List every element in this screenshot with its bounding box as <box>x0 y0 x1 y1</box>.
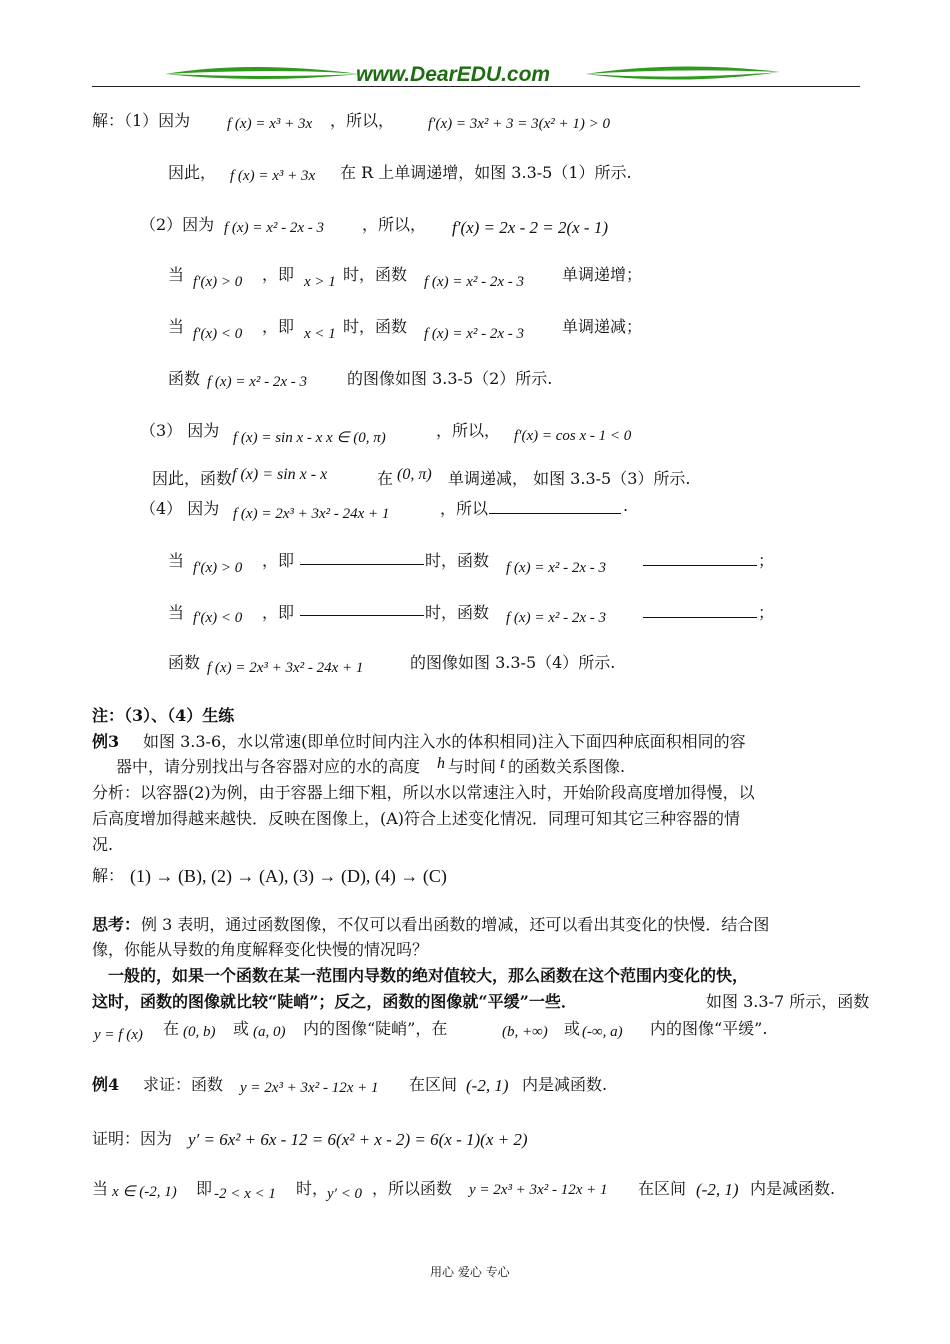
sol-l10b: ，即 <box>262 551 295 570</box>
ex3-line2a: 器中，请分别找出与各容器对应的水的高度 <box>116 757 421 776</box>
sol-l5e: 时，函数 <box>343 317 408 336</box>
ex4-interval: (-2, 1) <box>466 1076 509 1095</box>
ex3-line2c: 的函数关系图像. <box>508 757 626 776</box>
sol-l4e: 时，函数 <box>343 265 408 284</box>
sol-l8-formula: f (x) = sin x - x <box>232 466 328 483</box>
sol-l9e: . <box>623 496 629 515</box>
general-l3e: 内的图像“平缓”. <box>650 1019 768 1038</box>
sol3-matching: (1) → (B), (2) → (A), (3) → (D), (4) → (C) <box>130 866 447 886</box>
sol-l5-x: x < 1 <box>304 326 336 342</box>
sol-l5a: 当 <box>168 317 185 336</box>
general-interval-3: (b, +∞) <box>502 1024 548 1040</box>
proof-a: 证明：因为 <box>92 1129 173 1148</box>
sol-l10e: 时，函数 <box>425 551 490 570</box>
sol-l4a: 当 <box>168 265 185 284</box>
sol-l10a: 当 <box>168 551 185 570</box>
general-line2-rest: 如图 3.3-7 所示，函数 <box>706 992 870 1011</box>
sol-l7-formula: f (x) = sin x - x x ∈ (0, π) <box>233 430 386 446</box>
sol-l3a: （2）因为 <box>140 215 215 234</box>
sol-l9b: ，所以 <box>440 499 489 518</box>
ex3-label: 例3 <box>92 732 120 751</box>
analysis-line2: 后高度增加得越来越快．反映在图像上，(A)符合上述变化情况．同理可知其它三种容器的情 <box>92 809 741 828</box>
header-site-name: www.DearEDU.com <box>356 63 551 86</box>
general-l3a: 在 <box>163 1019 180 1038</box>
ex4-function: y = 2x³ + 3x² - 12x + 1 <box>240 1080 379 1096</box>
sol-l2-formula: f (x) = x³ + 3x <box>230 168 316 184</box>
sol-l7-derivative: f′(x) = cos x - 1 < 0 <box>514 428 632 444</box>
sol-l6b: 的图像如图 3.3-5（2）所示. <box>347 369 553 388</box>
general-interval-2: (a, 0) <box>253 1024 286 1040</box>
proof-x-range: -2 < x < 1 <box>214 1186 276 1202</box>
think-line2: 像，你能从导数的角度解释变化快慢的情况吗？ <box>92 940 429 959</box>
page-footer: 用心 爱心 专心 <box>430 1265 510 1279</box>
general-interval-1: (0, b) <box>183 1024 216 1040</box>
sol-l5-formula: f (x) = x² - 2x - 3 <box>424 326 524 342</box>
sol-l11e: 时，函数 <box>425 603 490 622</box>
sol-l8-interval: (0, π) <box>397 466 432 483</box>
think-line1: 例 3 表明，通过函数图像，不仅可以看出函数的增减，还可以看出其变化的快慢．结合图 <box>141 915 770 934</box>
general-line1: 一般的，如果一个函数在某一范围内导数的绝对值较大，那么函数在这个范围内变化的快， <box>108 966 749 985</box>
proof-interval: (-2, 1) <box>696 1180 739 1199</box>
analysis-line3: 况. <box>92 835 114 854</box>
sol-l1-derivative: f′(x) = 3x² + 3 = 3(x² + 1) > 0 <box>428 116 611 132</box>
sol-l12b: 的图像如图 3.3-5（4）所示. <box>410 653 616 672</box>
general-l3b: 或 <box>233 1019 250 1038</box>
general-interval-4: (-∞, a) <box>582 1024 623 1040</box>
sol-l6-formula: f (x) = x² - 2x - 3 <box>207 374 307 390</box>
ex4-label: 例4 <box>92 1075 120 1094</box>
general-func: y = f (x) <box>94 1027 143 1043</box>
ex4-b: 在区间 <box>409 1075 458 1094</box>
proof-b5: 在区间 <box>638 1179 687 1198</box>
sol-l11g: ； <box>758 603 775 622</box>
sol-l3-derivative: f′(x) = 2x - 2 = 2(x - 1) <box>452 218 608 237</box>
answer-blank-decrease-conclusion <box>643 603 757 618</box>
sol3-label: 解： <box>92 866 125 885</box>
proof-b3: 时， <box>296 1179 329 1198</box>
think-label: 思考： <box>92 915 141 934</box>
sol-l5-cond: f′(x) < 0 <box>193 326 243 342</box>
sol-l6a: 函数 <box>168 369 201 388</box>
answer-blank-derivative <box>489 499 621 514</box>
sol-l12a: 函数 <box>168 653 201 672</box>
sol-l1a: 解：（1）因为 <box>92 111 191 130</box>
sol-l1-formula: f (x) = x³ + 3x <box>227 116 313 132</box>
sol-l3-formula: f (x) = x² - 2x - 3 <box>224 220 324 236</box>
sol-l2b: 在 R 上单调递增，如图 3.3-5（1）所示. <box>340 163 632 182</box>
answer-blank-decrease-range <box>300 601 424 616</box>
ex3-var-t: t <box>500 755 505 772</box>
general-l3c: 内的图像“陡峭”，在 <box>303 1019 448 1038</box>
sol-l8a: 因此，函数 <box>152 469 233 488</box>
sol-l11a: 当 <box>168 603 185 622</box>
sol-l10-formula: f (x) = x² - 2x - 3 <box>506 560 606 576</box>
proof-derivative: y′ = 6x² + 6x - 12 = 6(x² + x - 2) = 6(x - 1)(x + 2) <box>188 1130 528 1149</box>
sol-l2a: 因此， <box>168 163 217 182</box>
general-line2-bold: 这时，函数的图像就比较“陡峭”；反之，函数的图像就“平缓”一些． <box>92 992 577 1011</box>
sol-l4g: 单调递增； <box>562 265 643 284</box>
ex3-var-h: h <box>437 755 445 772</box>
ex4-c: 内是减函数. <box>522 1075 608 1094</box>
sol-l4-cond: f′(x) > 0 <box>193 274 243 290</box>
sol-l7b: ，所以， <box>436 421 501 440</box>
sol-l4-formula: f (x) = x² - 2x - 3 <box>424 274 524 290</box>
proof-b1: 当 <box>92 1179 109 1198</box>
sol-l10g: ； <box>758 551 775 570</box>
proof-b4: ，所以函数 <box>372 1179 453 1198</box>
analysis-line1: 分析：以容器(2)为例，由于容器上细下粗，所以水以常速注入时，开始阶段高度增加得慢，以 <box>92 783 755 802</box>
ex4-a: 求证：函数 <box>143 1075 224 1094</box>
proof-b6: 内是减函数. <box>750 1179 836 1198</box>
sol-l3b: ，所以， <box>362 215 427 234</box>
sol-l8c: 单调递减， 如图 3.3-5（3）所示. <box>448 469 691 488</box>
proof-x-in: x ∈ (-2, 1) <box>112 1184 177 1200</box>
ex3-line1: 如图 3.3-6，水以常速(即单位时间内注入水的体积相同)注入下面四种底面积相同的容 <box>143 732 746 751</box>
sol-l5g: 单调递减； <box>562 317 643 336</box>
sol-l8b: 在 <box>377 469 394 488</box>
note-student-practice: 注：（3）、（4）生练 <box>92 706 235 725</box>
sol-l11-formula: f (x) = x² - 2x - 3 <box>506 610 606 626</box>
header-divider <box>92 86 860 87</box>
sol-l9a: （4） 因为 <box>140 499 220 518</box>
sol-l7a: （3） 因为 <box>140 421 220 440</box>
proof-function: y = 2x³ + 3x² - 12x + 1 <box>469 1182 608 1198</box>
general-l3d: 或 <box>564 1019 581 1038</box>
proof-y-neg: y′ < 0 <box>327 1186 363 1202</box>
sol-l10-cond: f′(x) > 0 <box>193 560 243 576</box>
sol-l11b: ，即 <box>262 603 295 622</box>
sol-l12-formula: f (x) = 2x³ + 3x² - 24x + 1 <box>207 660 364 676</box>
ex3-line2b: 与时间 <box>448 757 497 776</box>
answer-blank-increase-conclusion <box>643 551 757 566</box>
sol-l1b: ，所以， <box>330 111 395 130</box>
sol-l4-x: x > 1 <box>304 274 336 290</box>
proof-b2: 即 <box>196 1179 213 1198</box>
sol-l11-cond: f′(x) < 0 <box>193 610 243 626</box>
sol-l9-formula: f (x) = 2x³ + 3x² - 24x + 1 <box>233 506 390 522</box>
sol-l4b: ，即 <box>262 265 295 284</box>
answer-blank-increase-range <box>300 550 424 565</box>
sol-l5b: ，即 <box>262 317 295 336</box>
